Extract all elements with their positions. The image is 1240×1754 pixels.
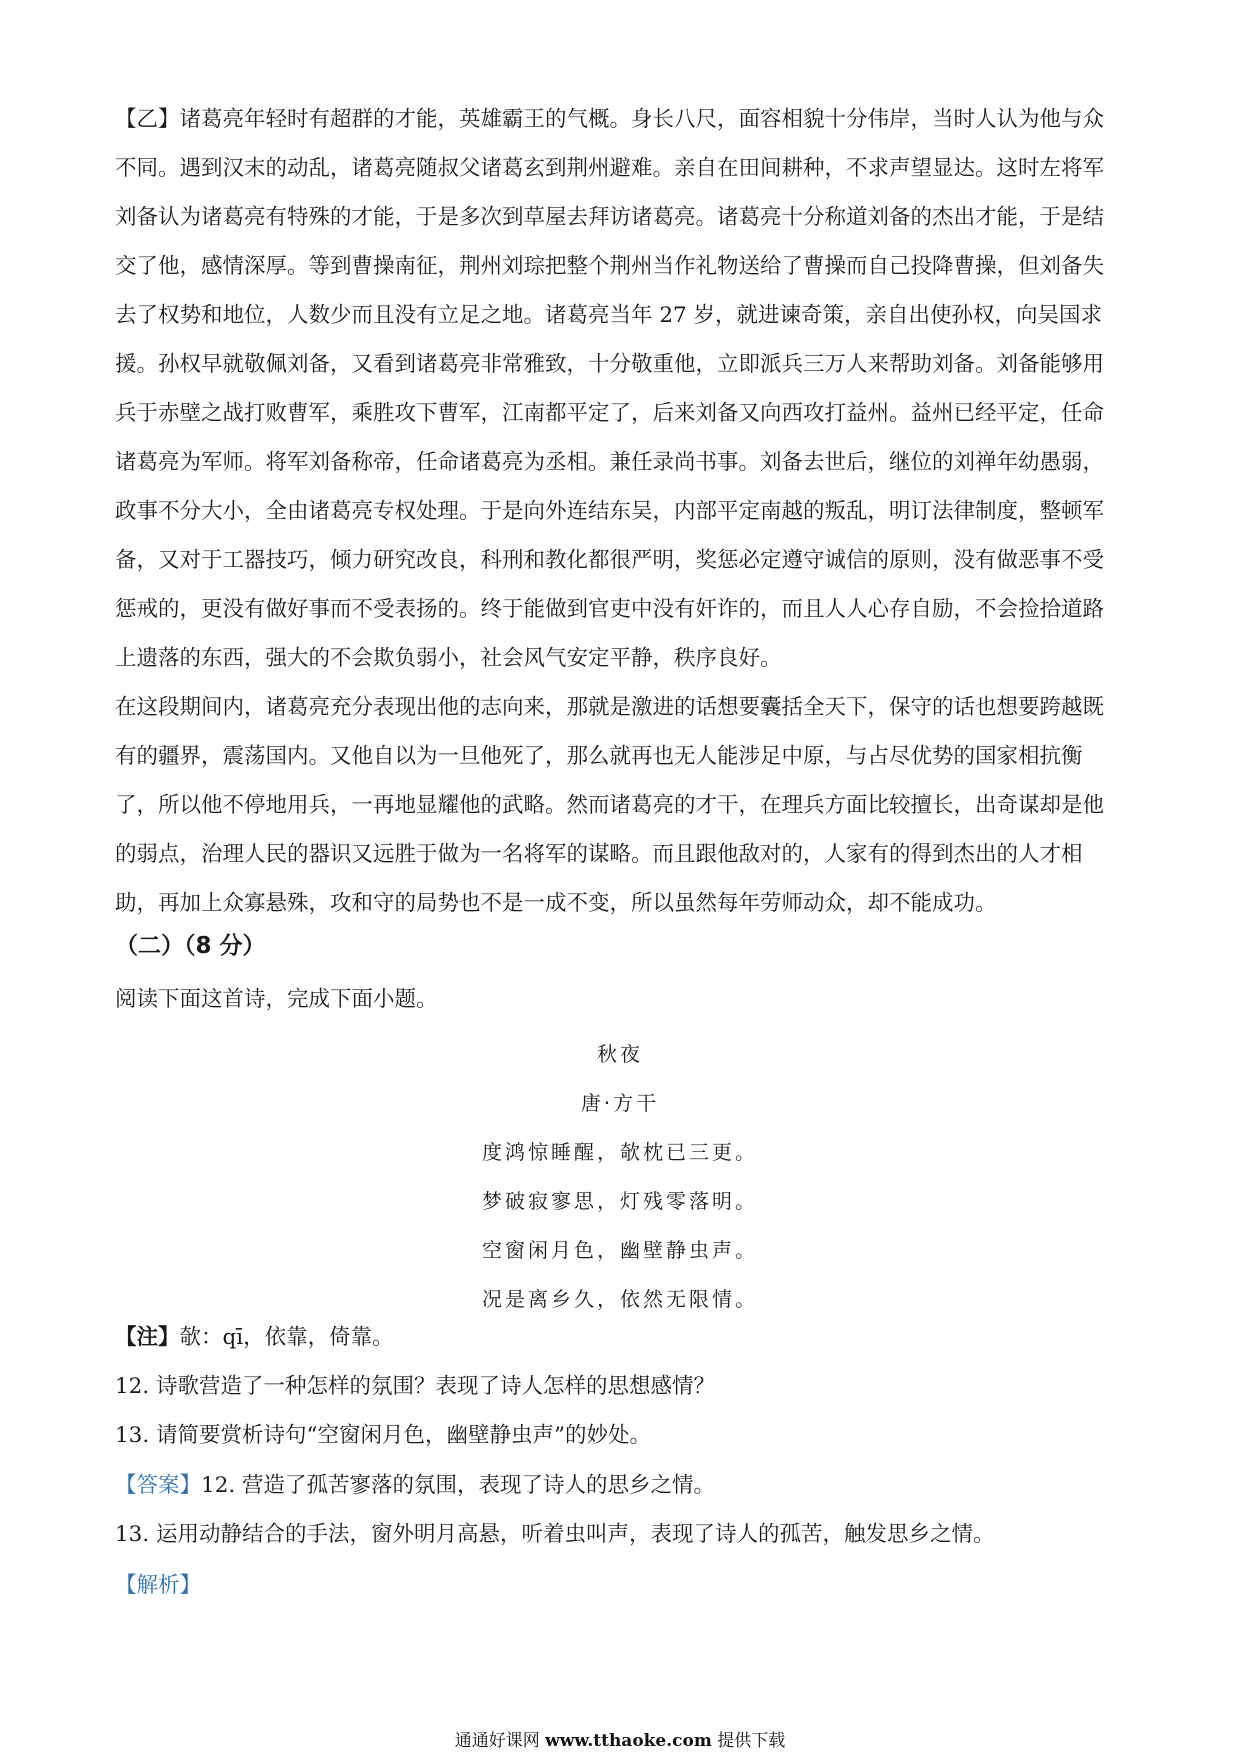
section-instruction: 阅读下面这首诗，完成下面小题。 <box>115 987 438 1012</box>
poem-line: 度鸿惊睡醒，欹枕已三更。 <box>482 1140 758 1164</box>
passage-line: 不同。遇到汉末的动乱，诸葛亮随叔父诸葛玄到荆州避难。亲自在田间耕种，不求声望显达。这时左将军 <box>115 156 1105 181</box>
footer-site-name: 通通好课网 <box>454 1731 540 1751</box>
footer-download-text: 提供下载 <box>717 1731 786 1751</box>
footer-url[interactable]: www.tthaoke.com <box>545 1731 712 1751</box>
note-text: 欹：qī，依靠，倚靠。 <box>179 1325 394 1350</box>
passage-line: 刘备认为诸葛亮有特殊的才能，于是多次到草屋去拜访诸葛亮。诸葛亮十分称道刘备的杰出才能，于是结 <box>115 205 1105 230</box>
passage-line: 政事不分大小，全由诸葛亮专权处理。于是向外连结东吴，内部平定南越的叛乱，明订法律制度，整顿军 <box>115 499 1105 524</box>
analysis-tag: 【解析】 <box>115 1573 202 1598</box>
answer-13: 13. 运用动静结合的手法，窗外明月高悬，听着虫叫声，表现了诗人的孤苦，触发思乡之情。 <box>115 1522 995 1547</box>
poem-author: 唐·方干 <box>580 1091 660 1115</box>
poem <box>0 1030 1240 1324</box>
section-heading: （二）（8 分） <box>115 933 266 959</box>
answer-block <box>115 1466 715 1506</box>
poem-line: 况是离乡久，依然无限情。 <box>482 1287 758 1311</box>
question-12: 12. 诗歌营造了一种怎样的氛围？表现了诗人怎样的思想感情？ <box>115 1374 716 1399</box>
page-footer <box>0 1726 1240 1751</box>
passage-line: 去了权势和地位，人数少而且没有立足之地。诸葛亮当年 27 岁，就进谏奇策，亲自出使孙权，向吴国求 <box>115 303 1103 328</box>
passage-line: 交了他，感情深厚。等到曹操南征，荆州刘琮把整个荆州当作礼物送给了曹操而自己投降曹操，但刘备失 <box>115 254 1105 279</box>
passage-line: 了，所以他不停地用兵，一再地显耀他的武略。然而诸葛亮的才干，在理兵方面比较擅长，出奇谋却是他 <box>115 793 1105 818</box>
answer-tag: 【答案】 <box>115 1473 202 1498</box>
question-13: 13. 请简要赏析诗句“空窗闲月色，幽壁静虫声”的妙处。 <box>115 1423 652 1448</box>
passage-line: 有的疆界，震荡国内。又他自以为一旦他死了，那么就再也无人能涉足中原，与占尽优势的国家相抗衡 <box>115 744 1083 769</box>
passage-line: 助，再加上众寡悬殊，攻和守的局势也不是一成不变，所以虽然每年劳师动众，却不能成功。 <box>115 891 997 916</box>
passage-line: 的弱点，治理人民的器识又远胜于做为一名将军的谋略。而且跟他敌对的，人家有的得到杰出的人才相 <box>115 842 1083 867</box>
passage-line: 诸葛亮为军师。将军刘备称帝，任命诸葛亮为丞相。兼任录尚书事。刘备去世后，继位的刘禅年幼愚弱， <box>115 450 1105 475</box>
analysis-block <box>115 1566 201 1606</box>
passage-line: 上遗落的东西，强大的不会欺负弱小，社会风气安定平静，秩序良好。 <box>115 646 782 671</box>
poem-title: 秋夜 <box>597 1042 643 1066</box>
passage-line: 兵于赤壁之战打败曹军，乘胜攻下曹军，江南都平定了，后来刘备又向西攻打益州。益州已经平定，任命 <box>115 401 1105 426</box>
passage-line: 【乙】诸葛亮年轻时有超群的才能，英雄霸王的气概。身长八尺，面容相貌十分伟岸，当时人认为他与众 <box>115 107 1105 132</box>
passage-line: 备，又对于工器技巧，倾力研究改良，科刑和教化都很严明，奖惩必定遵守诚信的原则，没有做恶事不受 <box>115 548 1105 573</box>
poem-note <box>115 1318 394 1358</box>
poem-line: 空窗闲月色，幽壁静虫声。 <box>482 1238 758 1262</box>
passage-line: 在这段期间内，诸葛亮充分表现出他的志向来，那就是激进的话想要囊括全天下，保守的话也想要跨越既 <box>115 695 1105 720</box>
passage-yi <box>115 95 1125 928</box>
poem-line: 梦破寂寥思，灯残零落明。 <box>482 1189 758 1213</box>
answer-12: 12. 营造了孤苦寥落的氛围，表现了诗人的思乡之情。 <box>201 1473 716 1498</box>
passage-line: 惩戒的，更没有做好事而不受表扬的。终于能做到官吏中没有奸诈的，而且人人心存自励，不会捡拾道路 <box>115 597 1105 622</box>
passage-line: 援。孙权早就敬佩刘备，又看到诸葛亮非常雅致，十分敬重他，立即派兵三万人来帮助刘备。刘备能够用 <box>115 352 1105 377</box>
note-tag: 【注】 <box>115 1325 180 1350</box>
